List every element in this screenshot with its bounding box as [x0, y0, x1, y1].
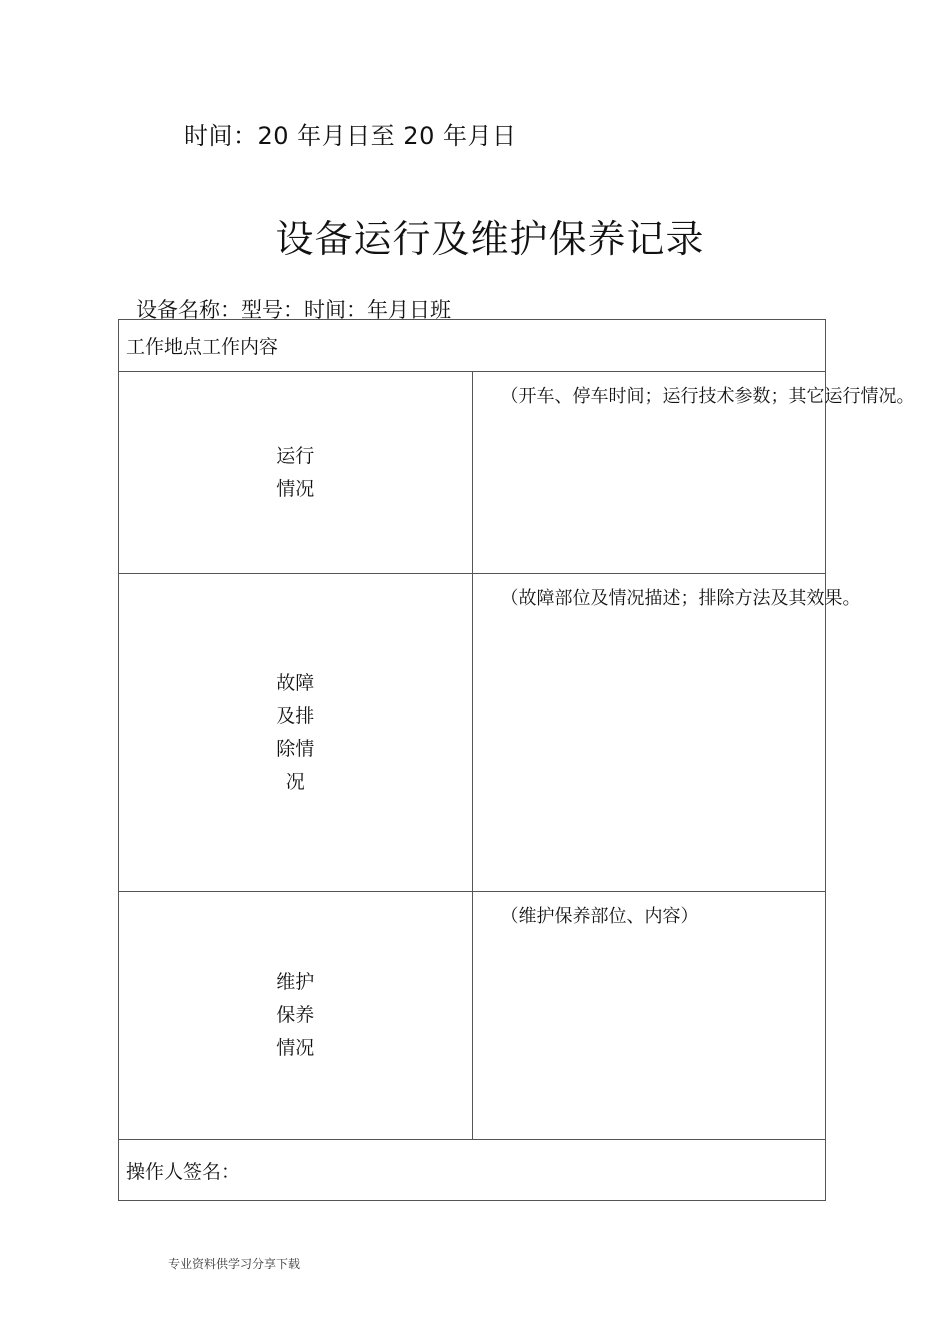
operation-label-cell — [119, 372, 473, 574]
table-header-row — [119, 320, 826, 372]
footer-note: 专业资料供学习分享下载 — [168, 1257, 301, 1271]
operation-section-row — [119, 372, 826, 574]
operation-label: 运行情况 — [276, 444, 315, 500]
fault-label-cell — [119, 574, 473, 892]
maintenance-label-cell — [119, 892, 473, 1140]
maintenance-label: 维护保养情况 — [276, 971, 315, 1059]
operation-content-field[interactable] — [472, 372, 915, 574]
record-table — [118, 319, 915, 1201]
operation-hint: （开车、停车时间；运行技术参数；其它运行情况。 — [500, 386, 915, 407]
fault-content-field[interactable] — [472, 574, 861, 892]
maintenance-content-field[interactable] — [472, 892, 826, 1140]
fault-section-row — [119, 574, 826, 892]
date-range: 时间：20 年月日至 20 年月日 — [184, 122, 517, 150]
operator-signature-field[interactable]: 操作人签名： — [119, 1140, 826, 1201]
page-title: 设备运行及维护保养记录 — [275, 217, 705, 261]
fault-label: 故障及排除情况 — [276, 671, 315, 793]
work-location-content-field[interactable]: 工作地点工作内容 — [119, 320, 826, 372]
operator-signature-row — [119, 1140, 826, 1201]
maintenance-section-row — [119, 892, 826, 1140]
fault-hint: （故障部位及情况描述；排除方法及其效果。 — [500, 588, 861, 609]
equipment-info-line: 设备名称：型号：时间：年月日班 — [136, 298, 451, 322]
maintenance-hint: （维护保养部位、内容） — [500, 906, 699, 927]
